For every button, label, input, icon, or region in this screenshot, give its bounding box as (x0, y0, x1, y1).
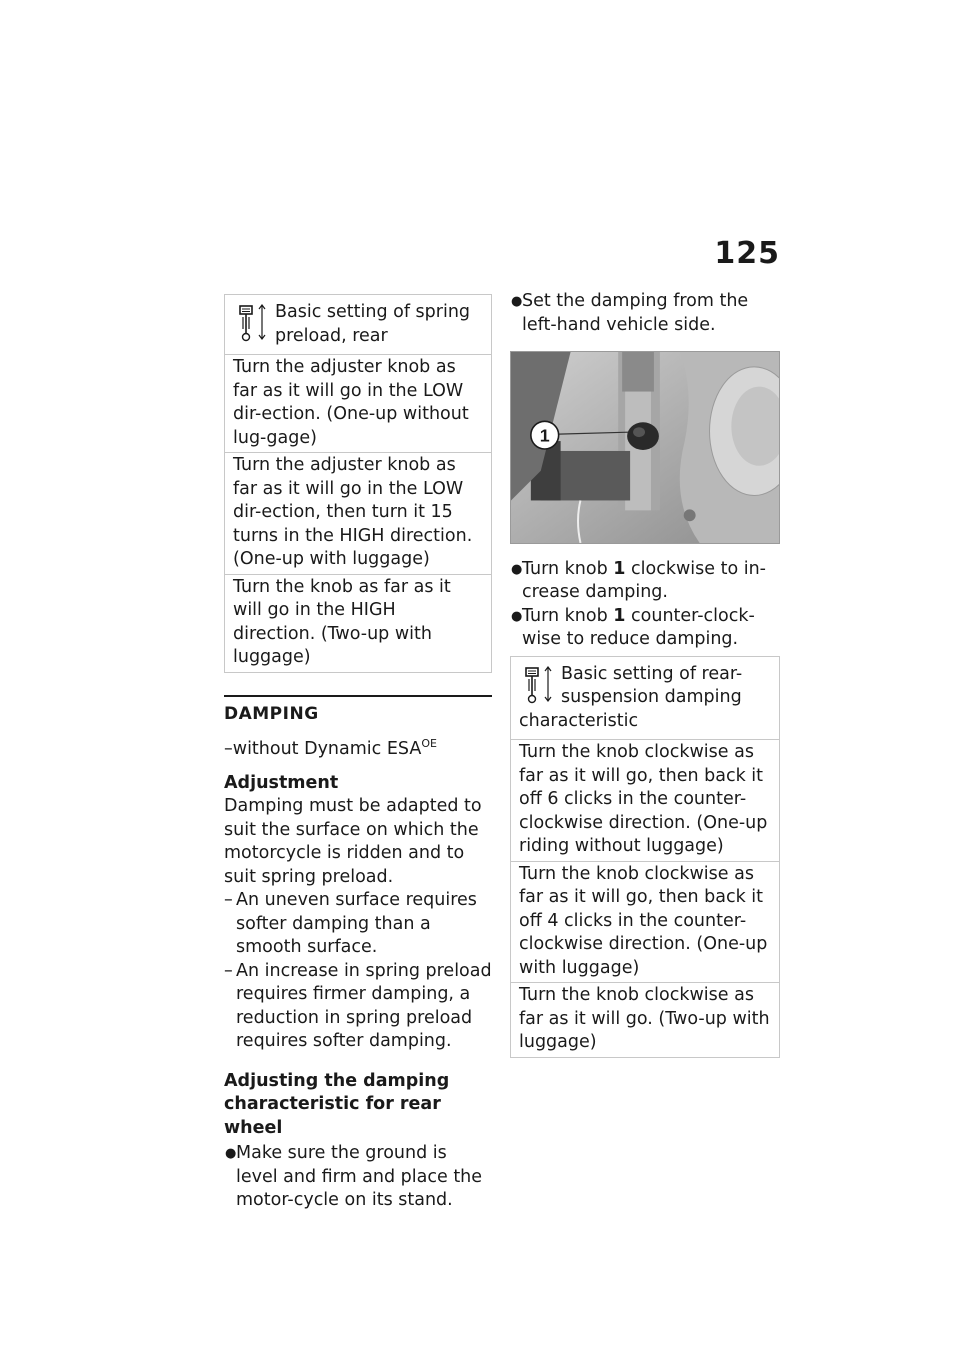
dash-item-text: An uneven surface requires softer damping than a smooth surface. (236, 890, 477, 957)
damping-row-one-up-luggage: Turn the knob clockwise as far as it will go, then back it off 4 clicks in the counter-clockwise direction. (One-up with luggage) (511, 862, 779, 984)
spring-row-one-up-no-luggage: Turn the adjuster knob as far as it will go in the LOW dir-ection. (One-up without lug-gage) (225, 355, 491, 453)
bullet-dot-icon: ● (225, 1146, 237, 1161)
damping-subline (224, 732, 492, 762)
right-column (510, 290, 780, 1058)
dash-item (224, 889, 492, 960)
dash-marker: – (224, 890, 233, 910)
dash-marker: – (224, 960, 233, 981)
step-item (510, 290, 780, 337)
damping-knob-photo (510, 351, 780, 544)
section-divider (224, 695, 492, 697)
dash-item (224, 960, 492, 1054)
knob-reference: 1 (613, 605, 626, 626)
step-item (510, 605, 780, 652)
step-text-post: clockwise to in-crease damping. (522, 558, 766, 602)
damping-row-one-up-no-luggage: Turn the knob clockwise as far as it will go, then back it off 6 clicks in the counter-clockwise direction. (One-up riding without luggage) (511, 740, 779, 862)
step-item (224, 1142, 492, 1213)
title-line-1: Basic setting of rear- (561, 663, 743, 684)
step-text: Make sure the ground is level and firm and place the motor-cycle on its stand. (236, 1143, 483, 1210)
spring-row-two-up-luggage: Turn the knob as far as it will go in the HIGH direction. (Two-up with luggage) (233, 576, 451, 667)
step-text-pre: Turn knob (522, 558, 614, 579)
spring-row-one-up-luggage: Turn the adjuster knob as far as it will go in the LOW dir-ection, then turn it 15 turns in the HIGH direction. (One-up with luggage) (225, 453, 491, 575)
title-line-2: preload, rear (275, 325, 388, 346)
step-text: Set the damping from the left-hand vehicle side. (522, 291, 749, 335)
step-text-pre: Turn knob (522, 605, 614, 626)
damping-heading: DAMPING (224, 703, 319, 724)
left-column (224, 294, 492, 1213)
title-line-3: characteristic (519, 710, 639, 731)
knob-reference: 1 (613, 558, 626, 579)
title-line-1: Basic setting of spring (275, 302, 471, 322)
step-text-post: counter-clock-wise to reduce damping. (522, 605, 755, 649)
rear-damping-heading: Adjusting the damping characteristic for rear wheel (224, 1070, 450, 1138)
damping-row-two-up-luggage: Turn the knob clockwise as far as it will go. (Two-up with luggage) (519, 985, 770, 1052)
adjustment-heading: Adjustment (224, 772, 339, 793)
shock-absorber-icon (523, 665, 557, 705)
adjustment-text: Damping must be adapted to suit the surface on which the motorcycle is ridden and to suit spring preload. (224, 796, 482, 887)
page-number: 125 (714, 236, 780, 271)
damping-table-header (511, 657, 779, 741)
spring-preload-table (224, 294, 492, 673)
spring-preload-table-header (225, 295, 491, 355)
bullet-dot-icon: ● (511, 608, 523, 624)
bullet-dot-icon: ● (511, 561, 523, 577)
bullet-dot-icon: ● (511, 294, 523, 309)
damping-table (510, 656, 780, 1058)
subline-superscript: OE (421, 737, 437, 750)
photo-callout-label: 1 (539, 425, 550, 446)
dash-item-text: An increase in spring preload requires firmer damping, a reduction in spring preload requires softer damping. (236, 960, 492, 1051)
title-line-2: suspension damping (561, 687, 742, 707)
subline-text: –without Dynamic ESA (224, 739, 422, 759)
step-item (510, 558, 780, 605)
shock-absorber-icon (237, 303, 271, 343)
